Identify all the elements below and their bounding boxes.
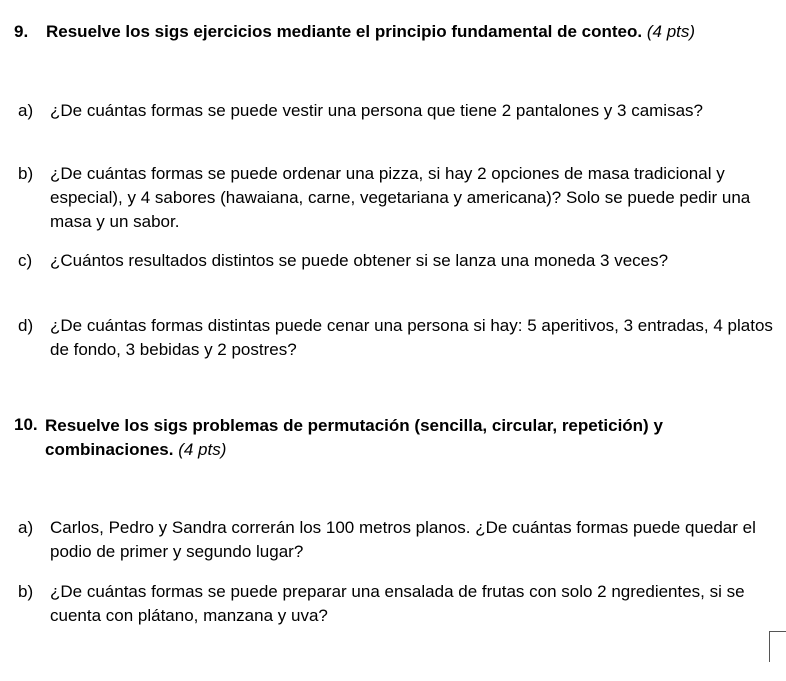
item-letter: b) (18, 164, 34, 183)
question-9-number: 9. (14, 22, 29, 41)
question-10-points: (4 pts) (178, 440, 227, 459)
corner-bracket (769, 631, 786, 662)
question-10-item-a (18, 516, 778, 564)
item-text: Carlos, Pedro y Sandra correrán los 100 metros planos. ¿De cuántas formas puede quedar el podio de primer y segundo lugar? (50, 518, 756, 561)
question-9-title: Resuelve los sigs ejercicios mediante el principio fundamental de conteo. (46, 22, 643, 41)
item-letter: d) (18, 316, 34, 335)
question-10-heading (45, 414, 765, 462)
question-9-item-b (18, 162, 778, 234)
item-letter: c) (18, 251, 33, 270)
question-9-item-c (18, 249, 778, 273)
question-10-number: 10. (14, 415, 38, 434)
question-10-item-b (18, 580, 778, 628)
item-letter: a) (18, 101, 34, 120)
item-text: ¿Cuántos resultados distintos se puede obtener si se lanza una moneda 3 veces? (50, 251, 669, 270)
question-9-item-a (18, 99, 778, 123)
question-10-title: Resuelve los sigs problemas de permutación (sencilla, circular, repetición) y combinaciones. (45, 416, 663, 459)
question-9-item-d (18, 314, 778, 362)
question-9-heading (46, 21, 776, 43)
item-text: ¿De cuántas formas se puede ordenar una pizza, si hay 2 opciones de masa tradicional y especial), y 4 sabores (hawaiana, carne, vegetariana y americana)? Solo se puede pedir una masa y un sabor. (50, 164, 751, 231)
item-letter: a) (18, 518, 34, 537)
item-text: ¿De cuántas formas distintas puede cenar una persona si hay: 5 aperitivos, 3 entradas, 4 platos de fondo, 3 bebidas y 2 postres? (50, 316, 773, 359)
item-letter: b) (18, 582, 34, 601)
item-text: ¿De cuántas formas se puede vestir una persona que tiene 2 pantalones y 3 camisas? (50, 101, 703, 120)
question-9-points: (4 pts) (646, 22, 696, 41)
item-text: ¿De cuántas formas se puede preparar una ensalada de frutas con solo 2 ngredientes, si se cuenta con plátano, manzana y uva? (50, 582, 745, 625)
